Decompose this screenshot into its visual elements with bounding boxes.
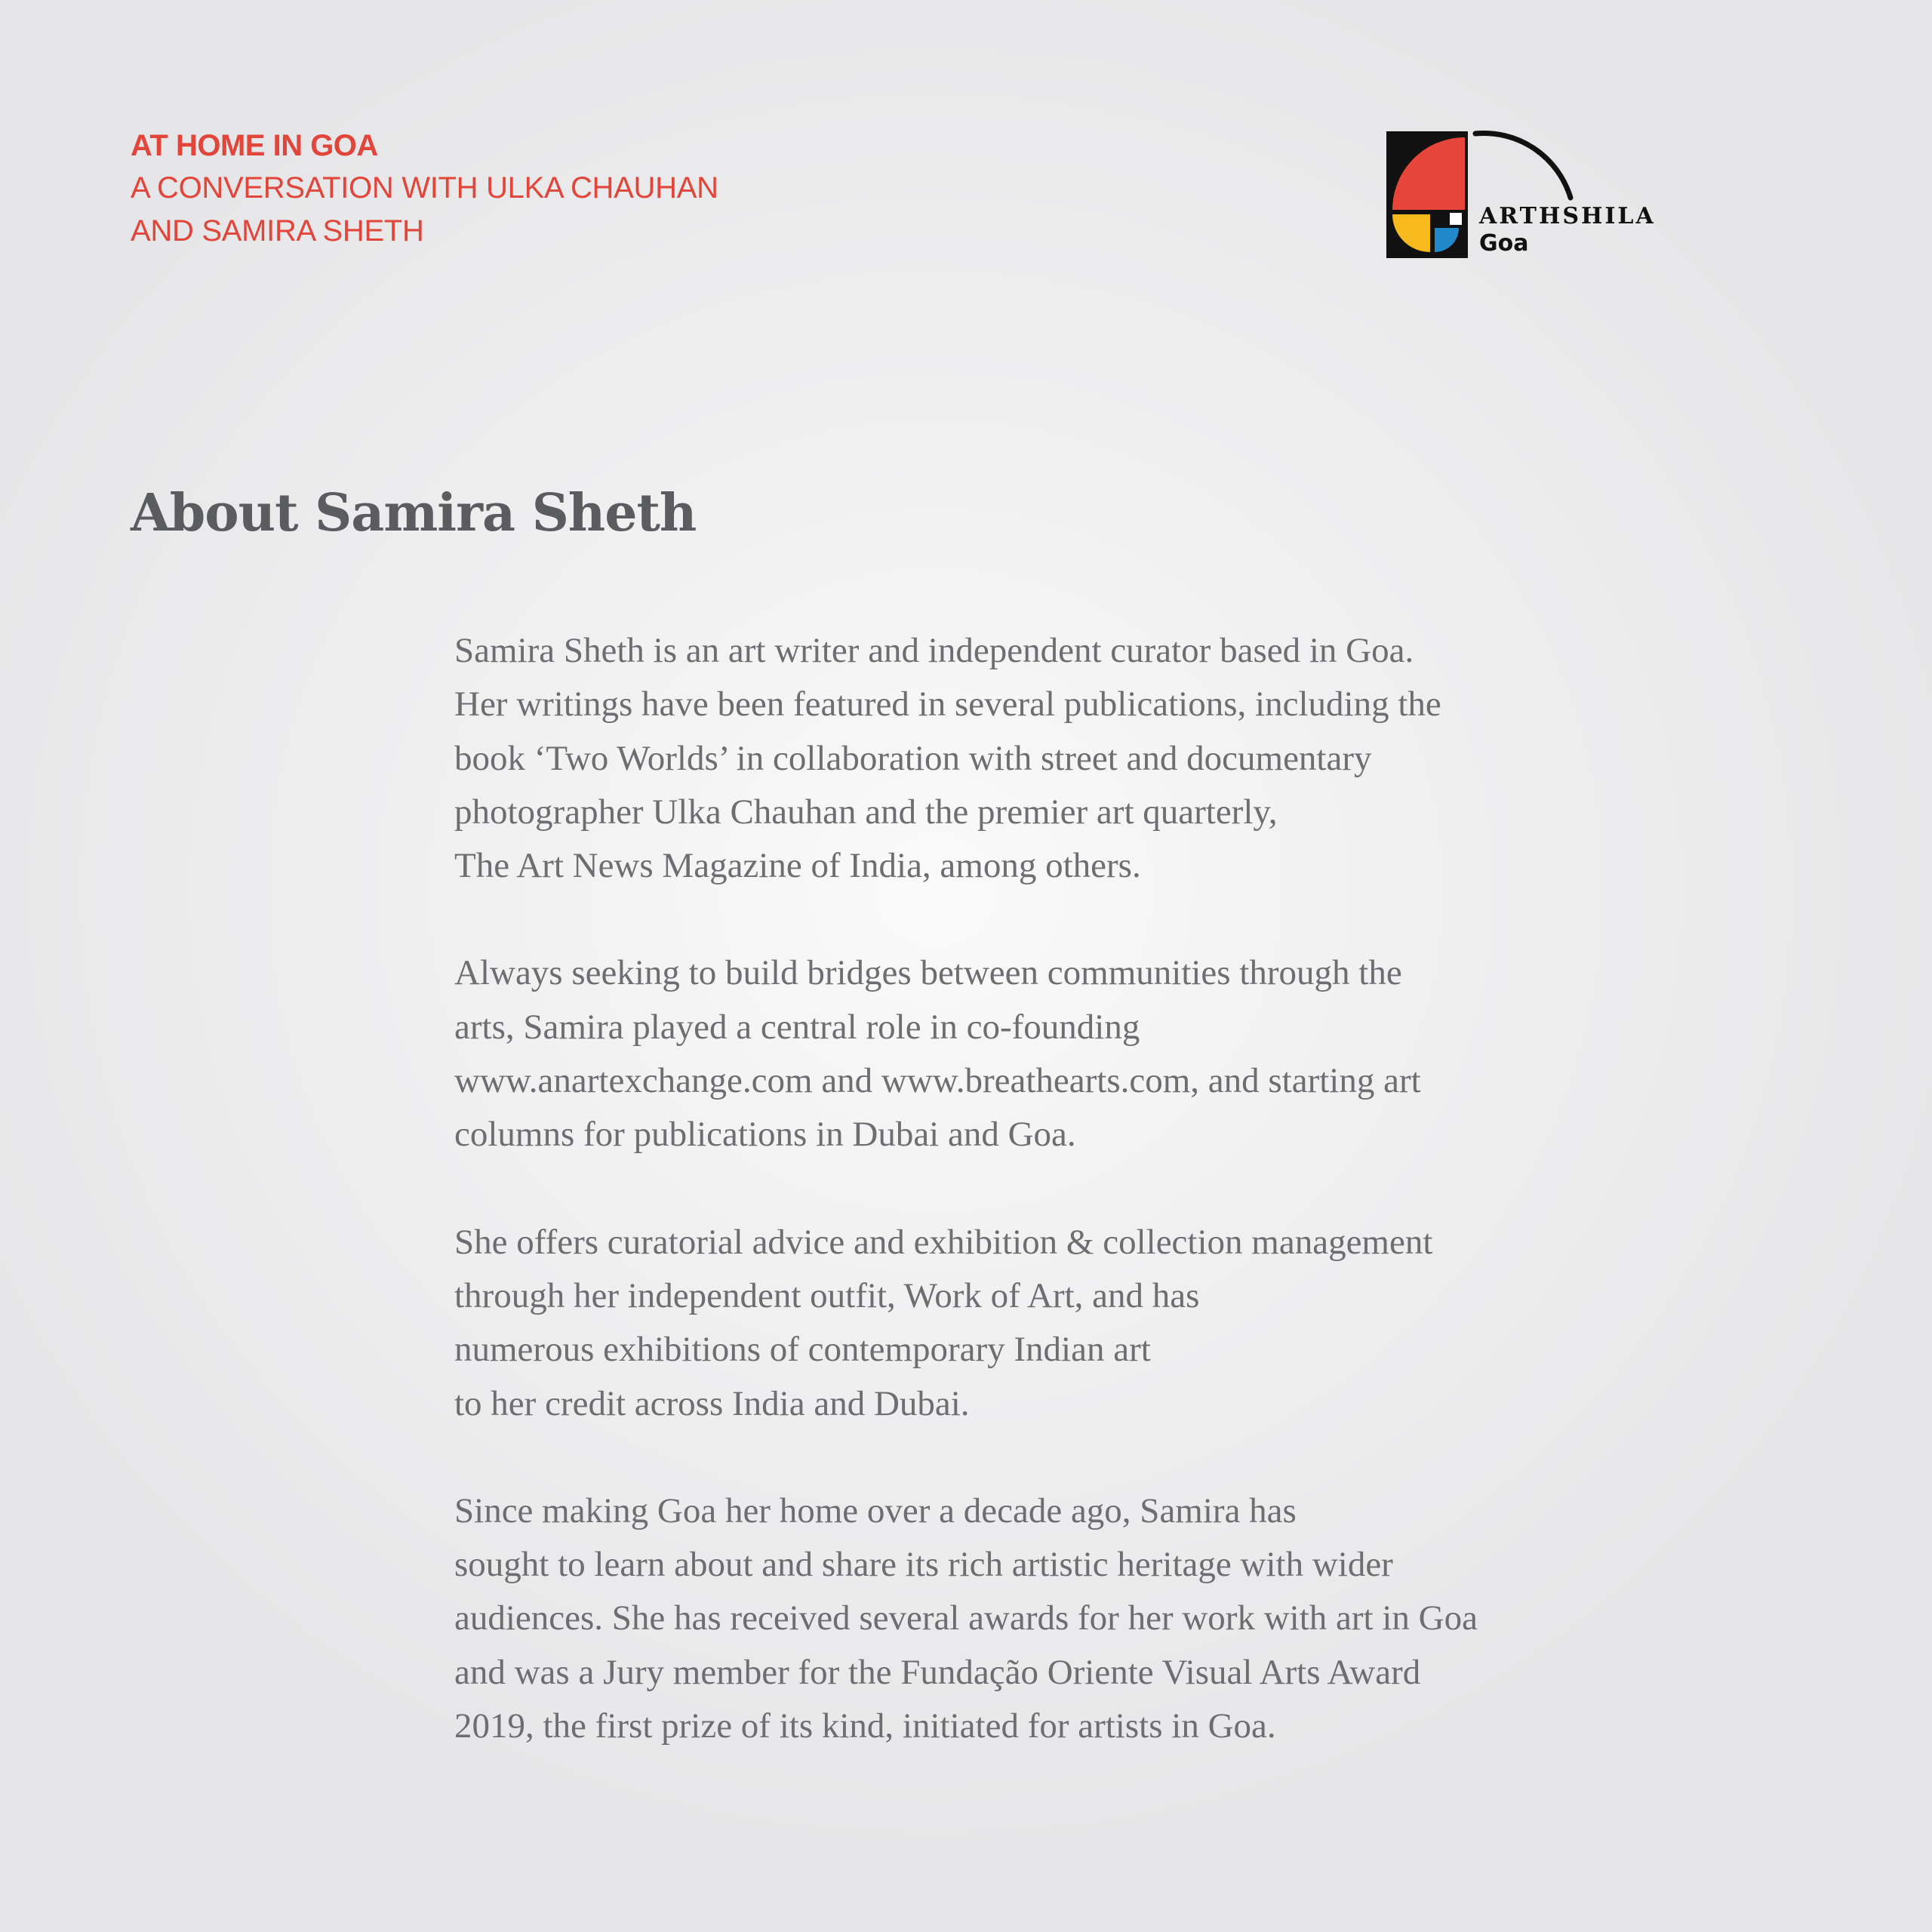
- logo-place-name: Goa: [1479, 230, 1529, 257]
- text-line: book ‘Two Worlds’ in collaboration with street and documentary: [454, 738, 1372, 778]
- text-line: to her credit across India and Dubai.: [454, 1383, 970, 1423]
- text-line: Her writings have been featured in several publications, including the: [454, 685, 1441, 724]
- text-line: She offers curatorial advice and exhibition & collection management: [454, 1222, 1433, 1262]
- text-line: sought to learn about and share its rich artistic heritage with wider: [454, 1545, 1393, 1585]
- text-line: numerous exhibitions of contemporary Indian art: [454, 1330, 1151, 1370]
- paragraph: [454, 1484, 1692, 1753]
- text-line: photographer Ulka Chauhan and the premier art quarterly,: [454, 792, 1278, 832]
- document-header: [131, 125, 718, 253]
- logo-text: [1479, 202, 1656, 257]
- page-title: About Samira Sheth: [131, 483, 697, 543]
- series-title: AT HOME IN GOA: [131, 129, 378, 162]
- text-line: Samira Sheth is an art writer and independent curator based in Goa.: [454, 631, 1414, 670]
- logo-brand-name: ARTHSHILA: [1479, 203, 1656, 229]
- text-line: 2019, the first prize of its kind, initiated for artists in Goa.: [454, 1706, 1276, 1746]
- logo-white-square: [1450, 213, 1462, 225]
- text-line: arts, Samira played a central role in co-founding: [454, 1007, 1140, 1047]
- paragraph: [454, 946, 1692, 1161]
- logo-arc: [1475, 133, 1571, 198]
- text-line: through her independent outfit, Work of Art, and has: [454, 1275, 1200, 1315]
- biography-body: [454, 624, 1692, 1807]
- paragraph: [454, 1216, 1692, 1431]
- text-line: www.anartexchange.com and www.breathearts.com, and starting art: [454, 1061, 1421, 1101]
- subtitle-line: AND SAMIRA SHETH: [131, 214, 424, 248]
- text-line: columns for publications in Dubai and Goa.: [454, 1115, 1076, 1155]
- text-line: Since making Goa her home over a decade ago, Samira has: [454, 1491, 1297, 1531]
- text-line: audiences. She has received several awards for her work with art in Goa: [454, 1598, 1478, 1638]
- text-line: and was a Jury member for the Fundação Oriente Visual Arts Award: [454, 1652, 1421, 1692]
- paragraph: [454, 624, 1692, 893]
- text-line: Always seeking to build bridges between communities through the: [454, 953, 1402, 993]
- text-line: The Art News Magazine of India, among others.: [454, 846, 1141, 886]
- subtitle-line: A CONVERSATION WITH ULKA CHAUHAN: [131, 171, 718, 205]
